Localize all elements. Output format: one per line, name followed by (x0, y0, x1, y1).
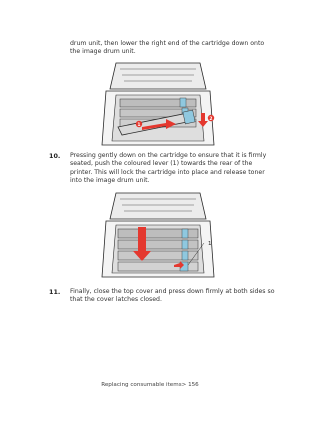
printer-lever-lock-illustration (96, 191, 220, 279)
intro-paragraph: drum unit, then lower the right end of the cartridge down onto the image drum unit. (70, 40, 265, 56)
step-10-text: Pressing gently down on the cartridge to ensure that it is firmly seated, push the coloured lever (1) towards the rear of the printer. This will lock the cartridge into place and release toner into the image drum unit. (70, 152, 267, 184)
step-10-number: 10. (49, 152, 61, 160)
callout-2-label: 2 (209, 117, 213, 122)
step-11-number: 11. (49, 288, 61, 296)
lever-callout-label: 1 (208, 241, 212, 247)
printer-cartridge-insert-illustration (96, 61, 220, 147)
step-11-text: Finally, close the top cover and press down firmly at both sides so that the cover latches closed. (70, 288, 275, 304)
callout-1-label: 1 (137, 123, 141, 128)
page-footer: Replacing consumable items> 156 (101, 382, 199, 388)
